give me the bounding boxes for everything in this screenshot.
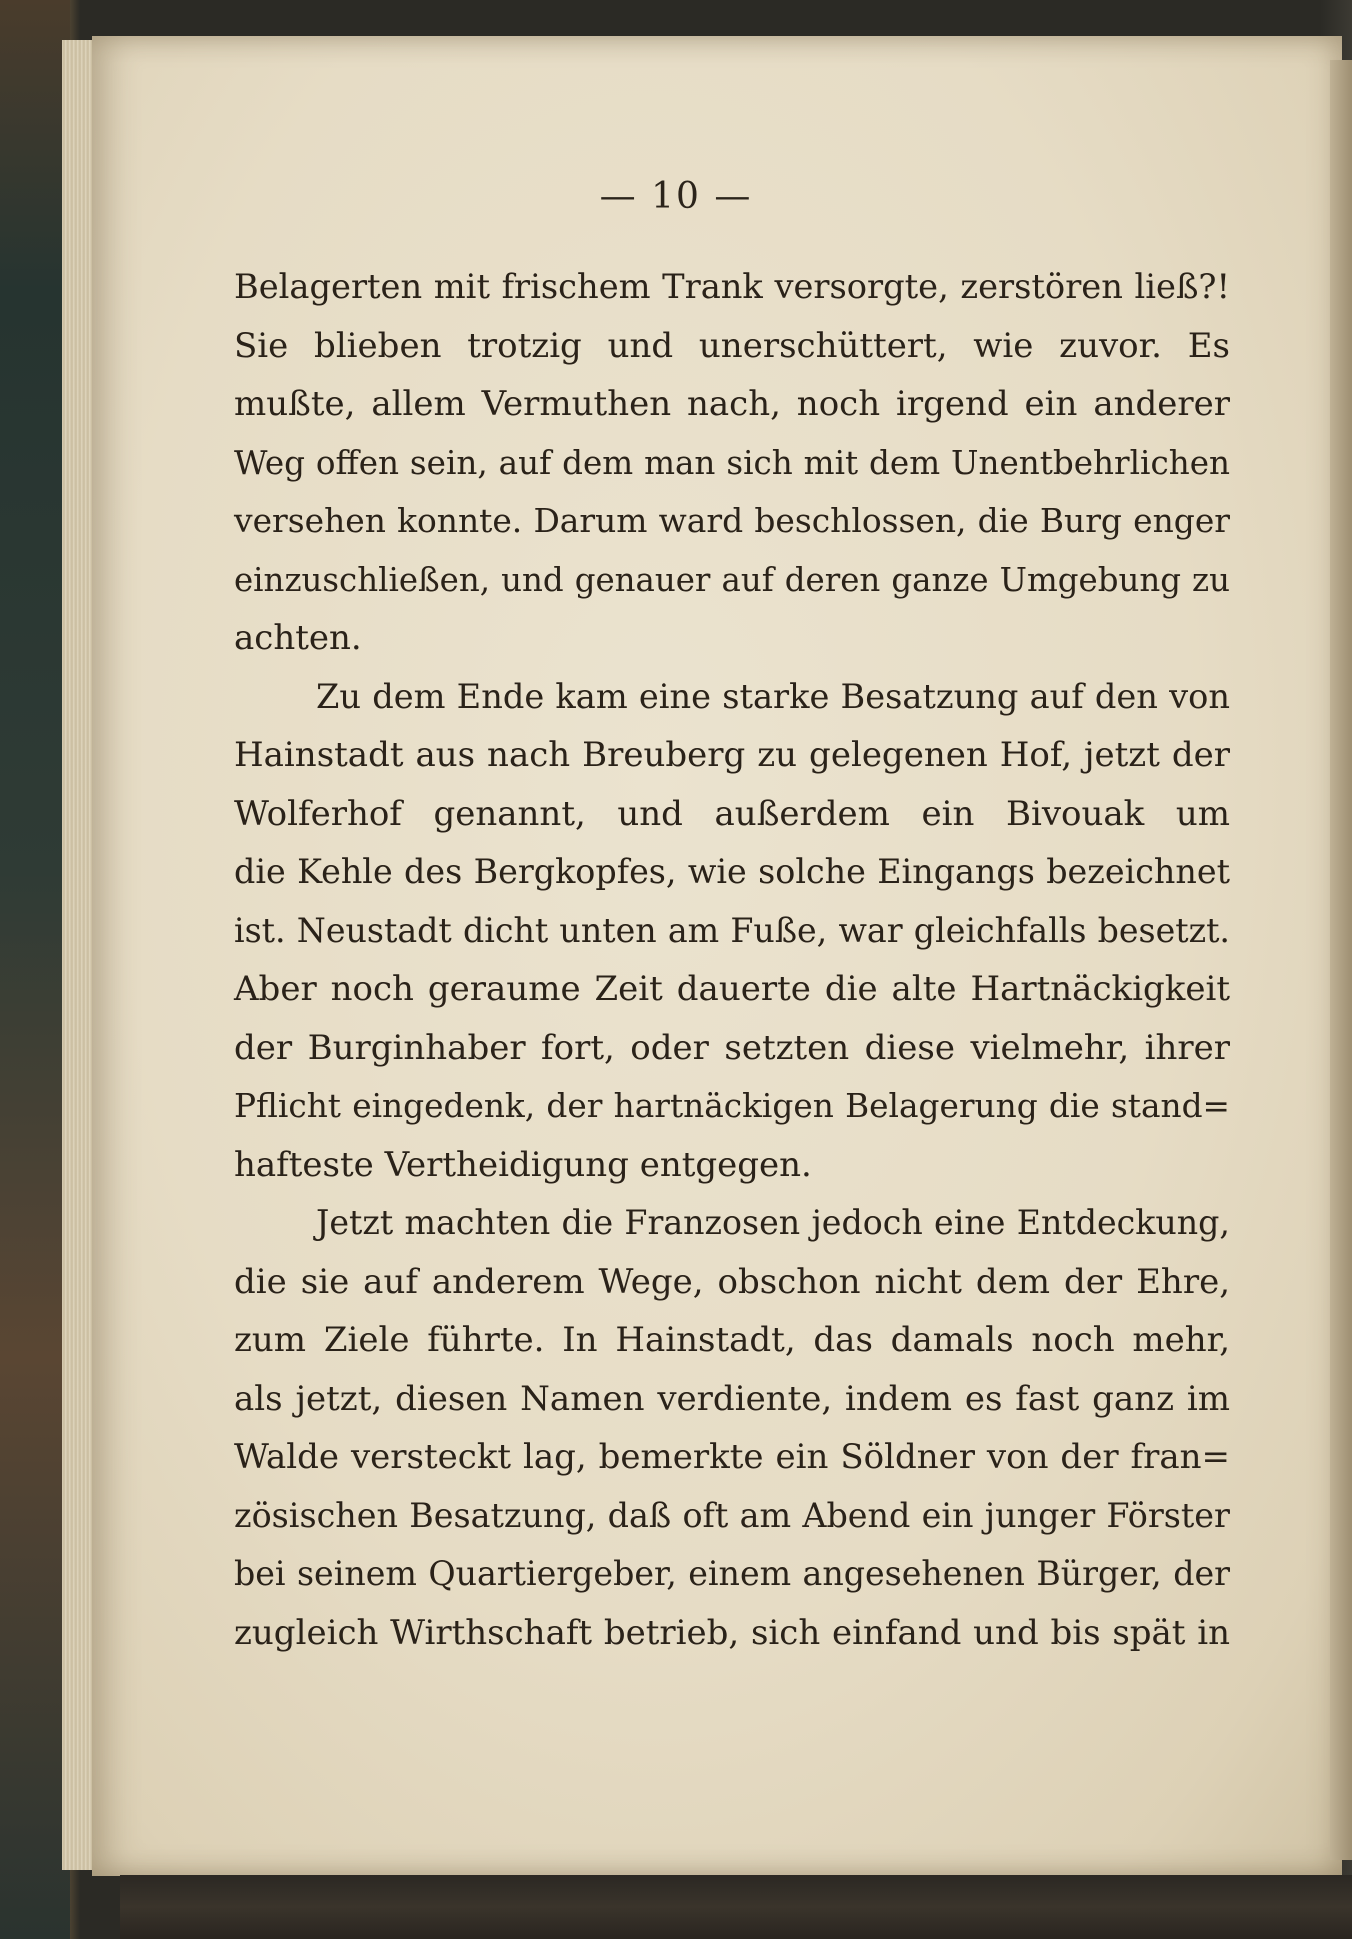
text-line: versehen konnte. Darum ward beschlossen, die Burg enger [234, 501, 1230, 540]
text-line: ist. Neustadt dicht unten am Fuße, war gleichfalls besetzt. [234, 910, 1230, 950]
text-line: achten. [234, 618, 362, 658]
text-line: Pflicht eingedenk, der hartnäckigen Belagerung die stand= [234, 1087, 1230, 1125]
text-line: Zu dem Ende kam eine starke Besatzung auf den von [316, 676, 1230, 716]
text-line: zösischen Besatzung, daß oft am Abend ein junger Förster [234, 1495, 1230, 1535]
text-line: Belagerten mit frischem Trank versorgte, zerstören ließ?! [234, 267, 1230, 306]
text-line: Weg offen sein, auf dem man sich mit dem Unentbehrlichen [234, 443, 1230, 482]
paragraph-3 [234, 1194, 1230, 1662]
text-line: Walde versteckt lag, bemerkte ein Söldner von der fran= [234, 1437, 1230, 1477]
text-line: bei seinem Quartiergeber, einem angesehenen Bürger, der [234, 1554, 1230, 1593]
text-line: einzuschließen, und genauer auf deren ganze Umgebung zu [234, 560, 1230, 599]
text-line: Wolferhof genannt, und außerdem ein Bivouak um [234, 793, 1230, 834]
text-line: Sie blieben trotzig und unerschüttert, wie zuvor. Es [234, 325, 1230, 366]
book-cover-spine [0, 0, 70, 1939]
page-right-edge [1330, 60, 1352, 1860]
text-line: die Kehle des Bergkopfes, wie solche Eingangs bezeichnet [234, 852, 1230, 891]
text-line: zugleich Wirthschaft betrieb, sich einfand und bis spät in [234, 1612, 1230, 1653]
text-line: als jetzt, diesen Namen verdiente, indem es fast ganz im [234, 1378, 1230, 1419]
page-number: — 10 — [599, 176, 753, 217]
text-line: der Burginhaber fort, oder setzten diese vielmehr, ihrer [234, 1027, 1230, 1068]
text-line: die sie auf anderem Wege, obschon nicht dem der Ehre, [234, 1261, 1230, 1302]
paragraph-1 [234, 258, 1230, 668]
book-bottom-edge [120, 1875, 1352, 1939]
text-line: hafteste Vertheidigung entgegen. [234, 1144, 812, 1185]
body-text [234, 258, 1230, 1662]
text-line: zum Ziele führte. In Hainstadt, das damals noch mehr, [234, 1320, 1230, 1360]
text-line: mußte, allem Vermuthen nach, noch irgend ein anderer [234, 384, 1230, 424]
paragraph-2 [234, 668, 1230, 1195]
text-line: Jetzt machten die Franzosen jedoch eine Entdeckung, [316, 1203, 1230, 1242]
text-line: Hainstadt aus nach Breuberg zu gelegenen Hof, jetzt der [234, 735, 1230, 775]
text-line: Aber noch geraume Zeit dauerte die alte Hartnäckigkeit [234, 969, 1230, 1009]
